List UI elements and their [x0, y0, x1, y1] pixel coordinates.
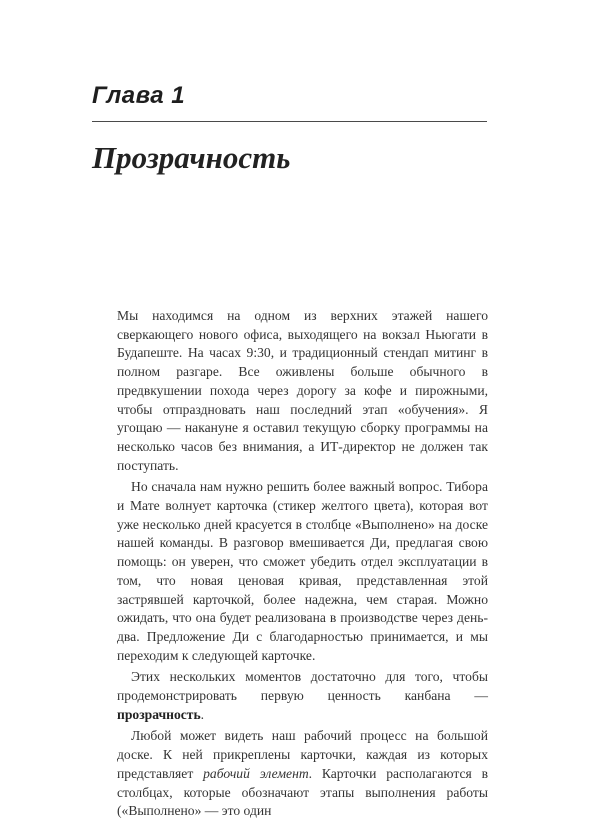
- paragraph-4: [117, 727, 488, 821]
- paragraph-4-text-before: Любой может видеть наш рабочий процесс на большой доске. К ней прикреплены карточки, каждая из которых представляет: [117, 728, 488, 781]
- chapter-divider: [92, 121, 487, 122]
- paragraph-3-text-before: Этих нескольких моментов достаточно для того, чтобы продемонстрировать первую ценность канбана —: [117, 669, 488, 704]
- paragraph-1: Мы находимся на одном из верхних этажей нашего сверкающего нового офиса, выходящего на вокзал Ньюгати в Будапеште. На часах 9:30, и традиционный стендап митинг в полном разгаре. Все оживлены больше обычного в предвкушении похода через дорогу за кофе и пирожными, чтобы отпраздновать наш последний этап «обучения». Я угощаю — накануне я оставил текущую сборку программы на несколько часов без внимания, а ИТ-директор не должен так поступать.: [117, 308, 488, 473]
- paragraph-2: Но сначала нам нужно решить более важный вопрос. Тибора и Мате волнует карточка (стикер желтого цвета), которая вот уже несколько дней красуется в столбце «Выполнено» на доске нашей команды. В разговор вмешивается Ди, предлагая свою помощь: он уверен, что сможет убедить отдел эксплуатации в том, что новая ценовая кривая, представленная этой застрявшей карточкой, более надежна, чем старая. Можно ожидать, что она будет реализована в производстве через день-два. Предложение Ди с благодарностью принимается, и мы переходим к следующей карточке.: [117, 479, 488, 663]
- term-transparency: прозрачность: [117, 706, 201, 722]
- chapter-body: [117, 307, 488, 824]
- chapter-title: Прозрачность: [92, 140, 291, 175]
- chapter-number: Глава 1: [92, 82, 186, 109]
- paragraph-4-text-after: . Карточки располагаются в столбцах, которые обозначают этапы выполнения работы («Выполнено» — это один: [117, 765, 489, 819]
- paragraph-3: [117, 668, 488, 724]
- paragraph-3-text-after: .: [200, 706, 205, 722]
- term-work-item: рабочий элемент: [203, 765, 309, 781]
